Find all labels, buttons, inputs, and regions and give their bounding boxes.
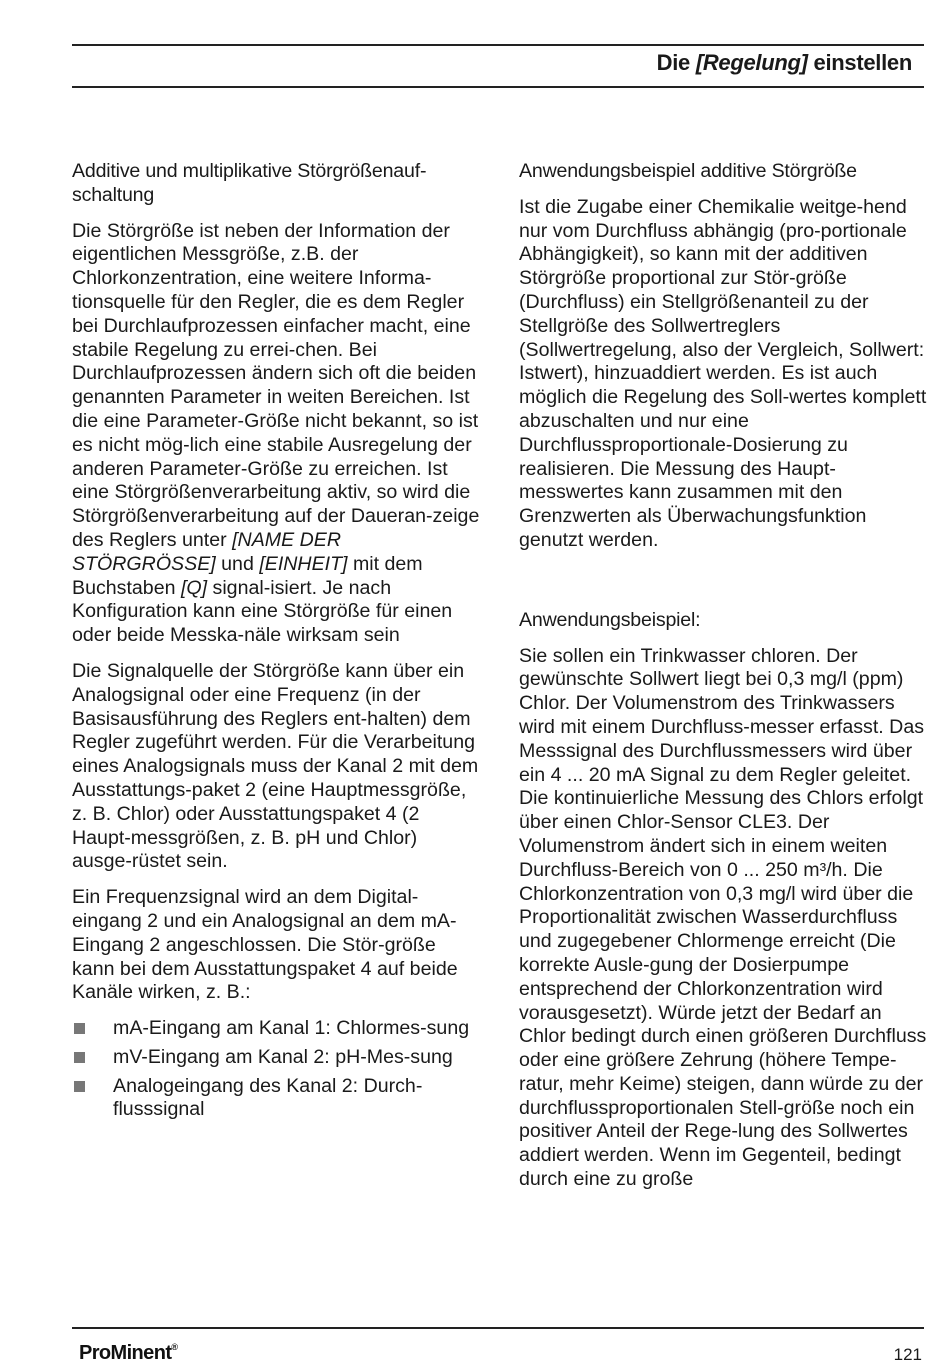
right-column: [519, 160, 929, 1204]
paragraph-additive-example: Ist die Zugabe einer Chemikalie weitge-hend nur vom Durchfluss abhängig (pro-portionale Abhängigkeit), so kann mit der additiven Störgröße proportional zur Stör-größe (Durchfluss) ein Stellgrößenanteil zu der Stellgröße des Sollwertreglers (Sollwertregelung, also der Vergleich, Sollwert: Istwert), hinzuaddiert werden. Es ist auch möglich die Regelung des Soll-wertes komplett abzuschalten und nur eine Durchflussproportionale-Dosierung zu realisieren. Die Messung des Haupt-messwertes kann zusammen mit den Grenzwerten als Überwachungsfunktion genutzt werden.: [519, 195, 927, 551]
prominent-logo: ProMinent®: [79, 1342, 178, 1364]
section-heading-example: Anwendungsbeispiel:: [519, 608, 701, 631]
paragraph-frequenzsignal: Ein Frequenzsignal wird an dem Digital-eingang 2 und ein Analogsignal an dem mA-Eingang 2 angeschlossen. Die Stör-größe kann bei dem Ausstattungspaket 4 auf beide Kanäle wirken, z. B.:: [72, 886, 458, 1004]
section-heading-stoergroessen: Additive und multiplikative Störgrößenauf-schaltung: [72, 160, 427, 206]
header-rule-top: [72, 44, 924, 46]
list-item: mA-Eingang am Kanal 1: Chlormes-sung: [72, 1017, 482, 1041]
footer-rule: [72, 1327, 924, 1329]
list-item: Analogeingang des Kanal 2: Durch-flusssignal: [72, 1075, 482, 1123]
paragraph-signalquelle: Die Signalquelle der Störgröße kann über ein Analogsignal oder eine Frequenz (in der Basisausführung des Reglers ent-halten) dem Regler zugeführt werden. Für die Verarbeitung eines Analogsignals muss der Kanal 2 mit dem Ausstattungs-paket 2 (eine Hauptmessgröße, z. B. Chlor) oder Ausstattungspaket 4 (2 Haupt-messgrößen, z. B. pH und Chlor) ausge-rüstet sein.: [72, 659, 479, 873]
paragraph-stoergroesse-info: Die Störgröße ist neben der Information der eigentlichen Messgröße, z.B. der Chlorkonzentration, eine weitere Informa-tionsquelle für den Regler, die es dem Regler bei Durchlaufprozessen einfacher macht, eine stabile Regelung zu errei-chen. Bei Durchlaufprozessen ändern sich oft die beiden genannten Parameter in weiten Bereichen. Ist die eine Parameter-Größe nicht bekannt, so ist es nicht mög-lich eine stabile Ausregelung der anderen Parameter-Größe zu erreichen. Ist eine Störgrößenverarbeitung aktiv, so wird die Störgrößenverarbeitung auf der Daueran-zeige des Reglers unter [NAME DER STÖRGRÖSSE] und [EINHEIT] mit dem Buchstaben [Q] signal-isiert. Je nach Konfiguration kann eine Störgröße für einen oder beide Messka-näle wirksam sein: [72, 219, 480, 647]
left-column: [72, 160, 482, 1127]
paragraph-example: Sie sollen ein Trinkwasser chloren. Der gewünschte Sollwert liegt bei 0,3 mg/l (ppm) Chlor. Der Volumenstrom des Trinkwassers wird mit einem Durchfluss-messer erfasst. Das Messsignal des Durchflussmessers wird über ein 4 ... 20 mA Signal zu dem Regler geleitet. Die kontinuierliche Messung des Chlors erfolgt über einen Chlor-Sensor CLE3. Der Volumenstrom ändert sich in einem weiten Durchfluss-Bereich von 0 ... 250 m³/h. Die Chlorkonzentration von 0,3 mg/l wird über die Proportionalität zwischen Wasserdurchfluss und zugegebener Chlormenge erreicht (Die korrekte Ausle-gung der Dosierpumpe entsprechend der Chlorkonzentration wird vorausgesetzt). Würde jetzt der Bedarf an Chlor bedingt durch einen größeren Durchfluss oder eine größere Zehrung (höhere Tempe-ratur, mehr Keime) steigen, dann würde zu der durchflussproportionalen Stell-größe noch ein positiver Anteil der Rege-lung des Sollwertes addiert werden. Wenn im Gegenteil, bedingt durch eine zu große: [519, 644, 927, 1191]
page-title: Die [Regelung] einstellen: [656, 50, 912, 75]
header-rule-bottom: [72, 86, 924, 88]
list-item: mV-Eingang am Kanal 2: pH-Mes-sung: [72, 1046, 482, 1070]
section-heading-additive-example: Anwendungsbeispiel additive Störgröße: [519, 160, 857, 182]
bullet-list: [72, 1017, 482, 1122]
section-spacer: [519, 565, 929, 609]
page-number: 121: [893, 1345, 922, 1364]
